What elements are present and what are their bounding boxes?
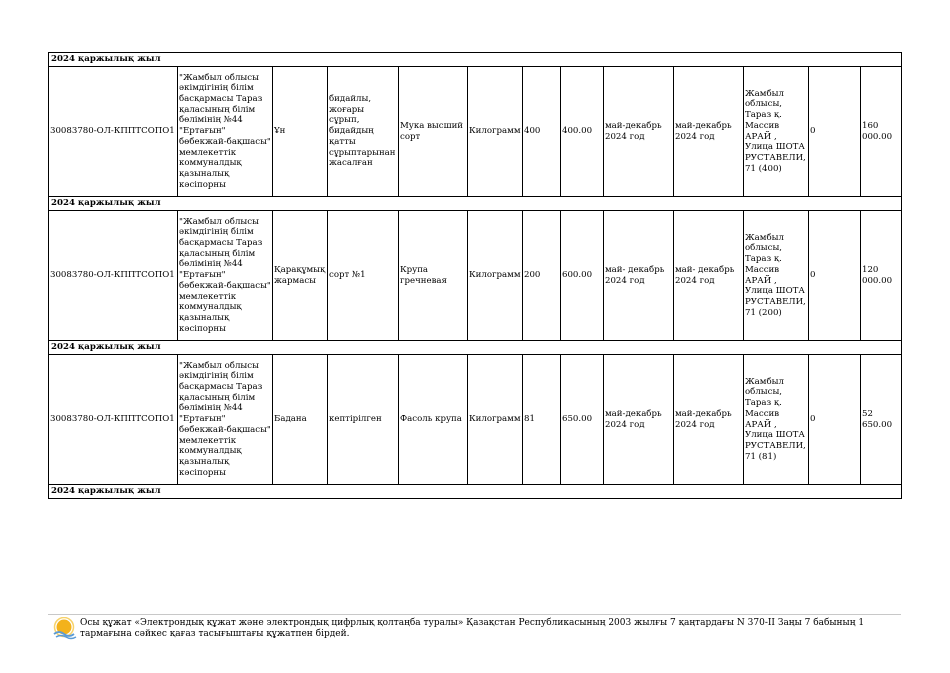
period-end: май-декабрь 2024 год [674,355,744,485]
year-header-row [49,485,902,499]
delivery-address: Жамбыл облысы, Тараз қ. Массив АРАЙ , Улица ШОТА РУСТАВЕЛИ, 71 (200) [744,211,809,341]
period-start: май- декабрь 2024 год [604,211,674,341]
year-label: 2024 қаржылық жыл [49,341,902,355]
item-characteristic: кептірілген [328,355,399,485]
customer-name: "Жамбыл облысы әкімдігінің білім басқармасы Тараз қаласының білім бөлімінің №44 "Ертағын" бөбекжай-бақшасы" мемлекеттік коммуналдық қазыналық кәсіпорны [178,67,273,197]
e-gov-sun-icon [52,617,78,641]
footer-divider [48,614,901,615]
delivery-address: Жамбыл облысы, Тараз қ. Массив АРАЙ , Улица ШОТА РУСТАВЕЛИ, 71 (400) [744,67,809,197]
unit: Килограмм [468,355,523,485]
table-row [49,355,902,485]
period-start: май-декабрь 2024 год [604,67,674,197]
quantity: 81 [523,355,561,485]
year-label: 2024 қаржылық жыл [49,485,902,499]
item-name-ru: Мука высший сорт [399,67,468,197]
lot-code: 30083780-ОЛ-КППТСОПО1 [49,211,178,341]
sum: 120 000.00 [861,211,902,341]
sum: 52 650.00 [861,355,902,485]
customer-name: "Жамбыл облысы әкімдігінің білім басқармасы Тараз қаласының білім бөлімінің №44 "Ертағын" бөбекжай-бақшасы" мемлекеттік коммуналдық қазыналық кәсіпорны [178,211,273,341]
advance: 0 [809,67,861,197]
period-end: май-декабрь 2024 год [674,67,744,197]
unit: Килограмм [468,211,523,341]
item-name-ru: Крупа гречневая [399,211,468,341]
price: 400.00 [561,67,604,197]
item-name: Бадана [273,355,328,485]
procurement-table [48,52,902,499]
customer-name: "Жамбыл облысы әкімдігінің білім басқармасы Тараз қаласының білім бөлімінің №44 "Ертағын" бөбекжай-бақшасы" мемлекеттік коммуналдық қазыналық кәсіпорны [178,355,273,485]
lot-code: 30083780-ОЛ-КППТСОПО1 [49,67,178,197]
footer-legal-text: Осы құжат «Электрондық құжат және электрондық цифрлық қолтаңба туралы» Қазақстан Республикасының 2003 жылғы 7 қаңтардағы N 370-II Заңы 7 бабының 1 тармағына сәйкес қағаз тасығыштағы құжатпен бірдей. [80,618,865,639]
price: 650.00 [561,355,604,485]
table-row [49,211,902,341]
sum: 160 000.00 [861,67,902,197]
item-characteristic: бидайлы, жоғары сұрып, бидайдың қатты сұрыптарынан жасалған [328,67,399,197]
year-label: 2024 қаржылық жыл [49,53,902,67]
year-label: 2024 қаржылық жыл [49,197,902,211]
delivery-address: Жамбыл облысы, Тараз қ. Массив АРАЙ , Улица ШОТА РУСТАВЕЛИ, 71 (81) [744,355,809,485]
advance: 0 [809,211,861,341]
unit: Килограмм [468,67,523,197]
table-row [49,67,902,197]
advance: 0 [809,355,861,485]
lot-code: 30083780-ОЛ-КППТСОПО1 [49,355,178,485]
quantity: 200 [523,211,561,341]
year-header-row [49,197,902,211]
year-header-row [49,341,902,355]
item-name: Ұн [273,67,328,197]
price: 600.00 [561,211,604,341]
quantity: 400 [523,67,561,197]
item-name-ru: Фасоль крупа [399,355,468,485]
year-header-row [49,53,902,67]
item-characteristic: сорт №1 [328,211,399,341]
period-start: май-декабрь 2024 год [604,355,674,485]
item-name: Қарақұмық жармасы [273,211,328,341]
period-end: май- декабрь 2024 год [674,211,744,341]
